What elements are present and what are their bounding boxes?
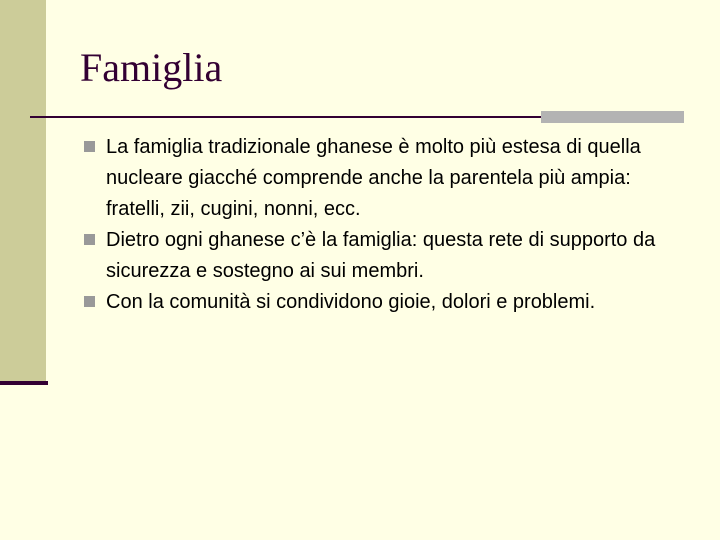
slide-title: Famiglia — [80, 45, 223, 90]
bullet-item — [84, 225, 694, 287]
bullet-item — [84, 132, 694, 225]
square-bullet-icon — [84, 141, 95, 152]
bullet-list — [84, 132, 694, 318]
bullet-text: La famiglia tradizionale ghanese è molto più estesa di quella nucleare giacché comprende anche la parentela più ampia: fratelli, zii, cugini, nonni, ecc. — [106, 136, 641, 220]
sidebar-decoration — [0, 0, 46, 382]
bullet-text: Con la comunità si condividono gioie, dolori e problemi. — [106, 291, 596, 313]
divider-accent — [541, 111, 684, 123]
bullet-text: Dietro ogni ghanese c’è la famiglia: questa rete di supporto da sicurezza e sostegno ai sui membri. — [106, 229, 656, 282]
sidebar-base-line — [0, 381, 48, 385]
square-bullet-icon — [84, 234, 95, 245]
bullet-item — [84, 287, 694, 318]
square-bullet-icon — [84, 296, 95, 307]
